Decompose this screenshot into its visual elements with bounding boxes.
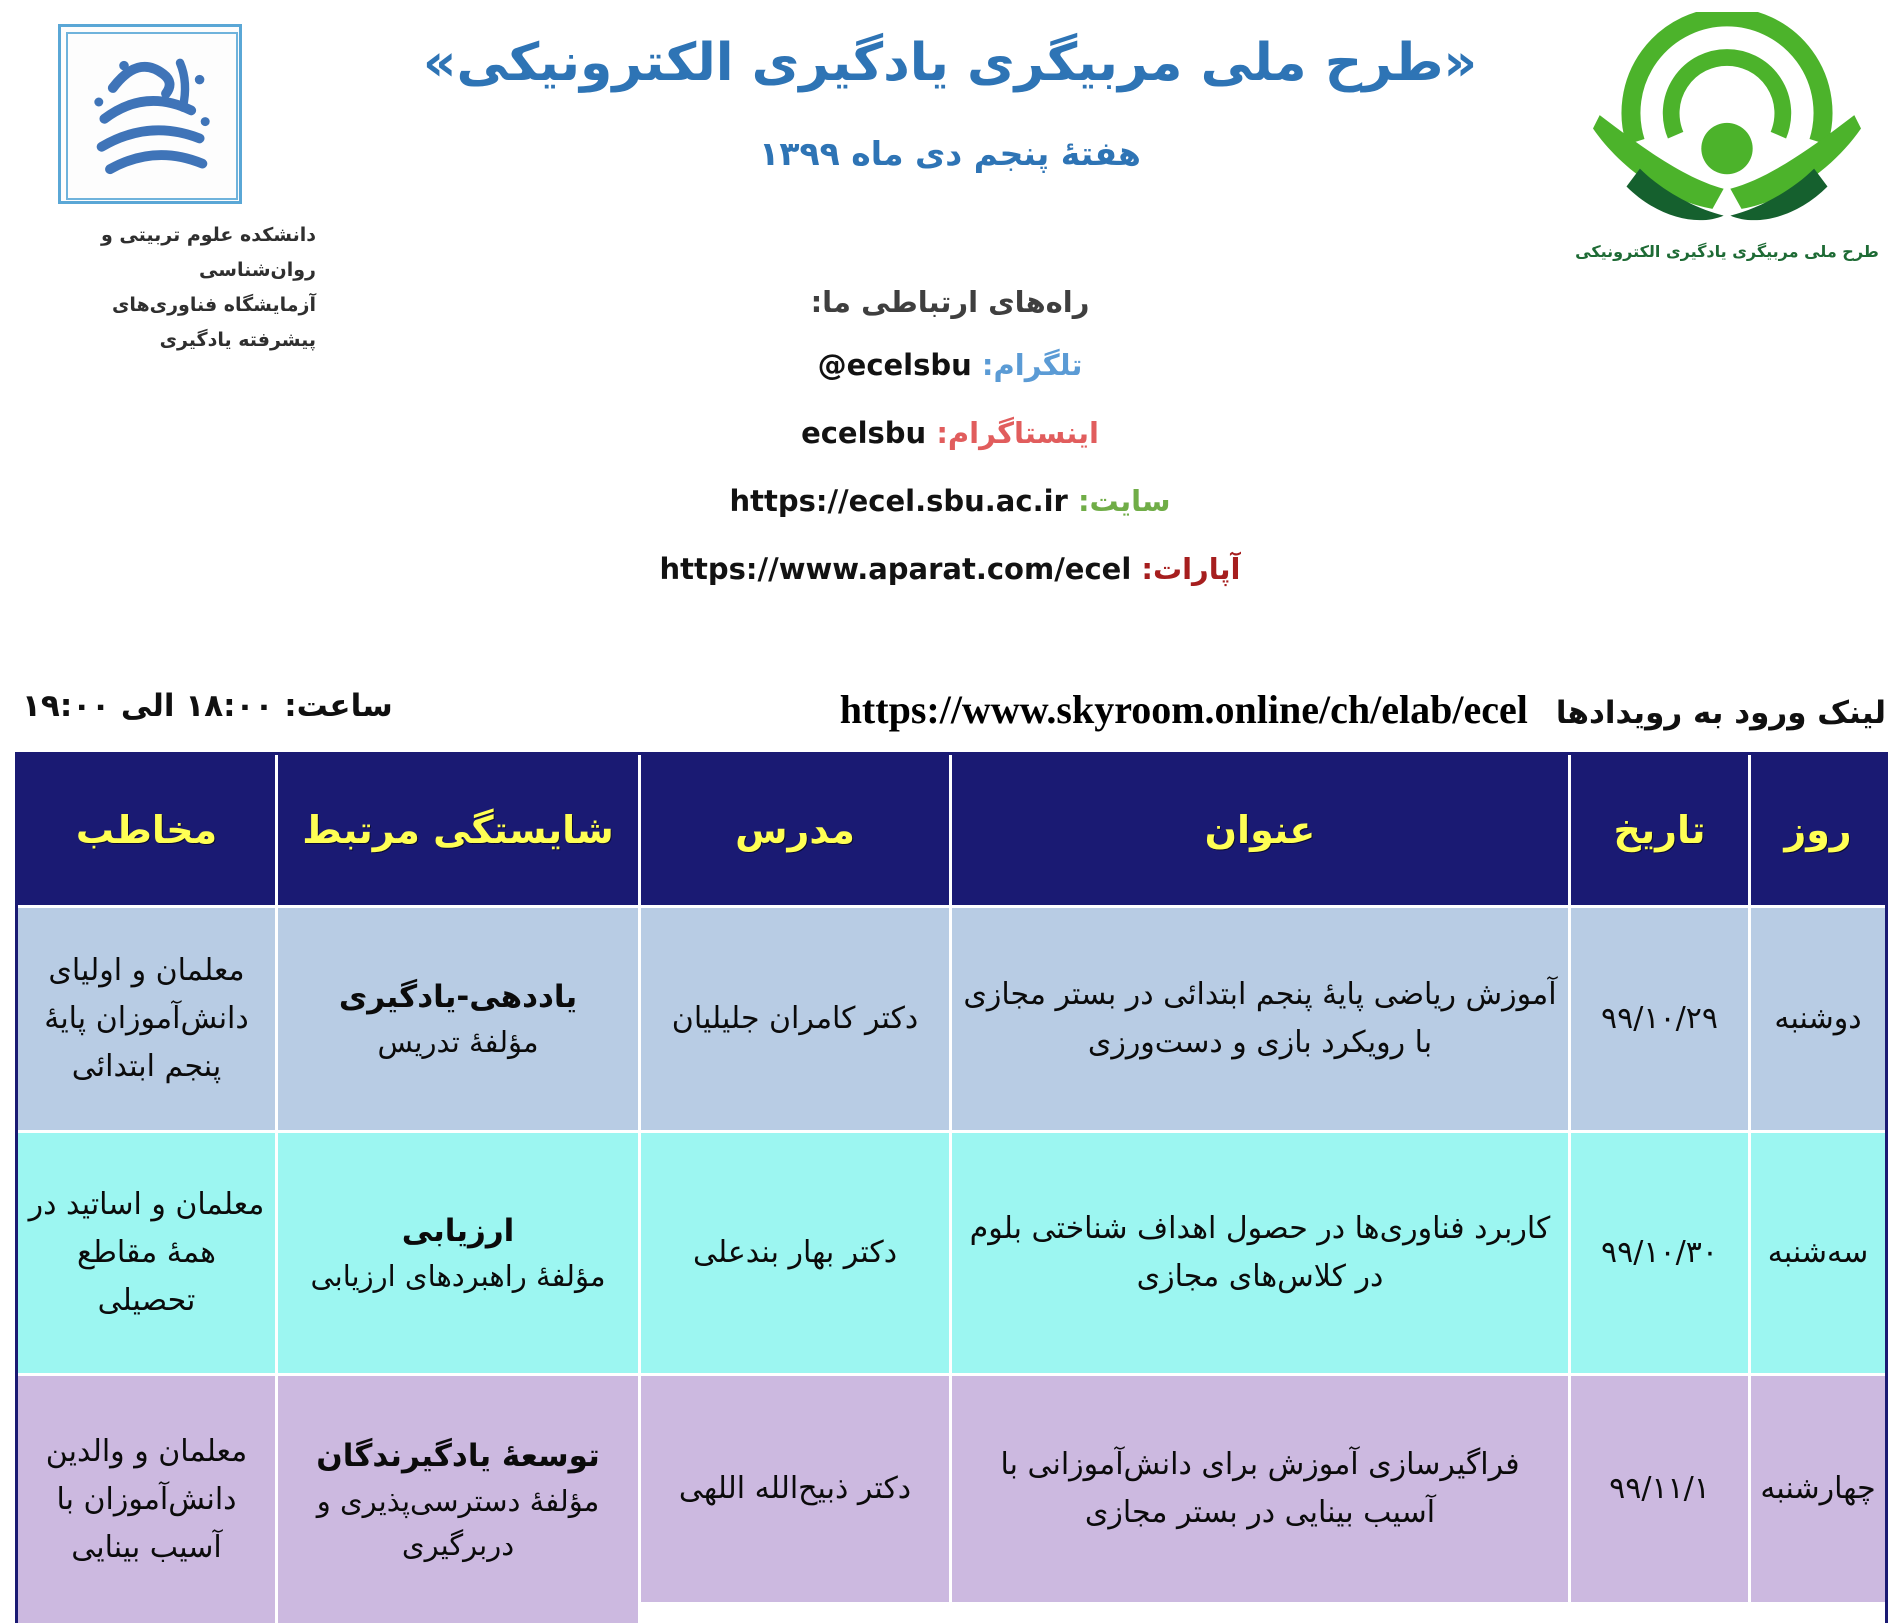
table-row-1-instructor: دکتر کامران جلیلیان	[641, 908, 949, 1130]
aparat-url[interactable]: https://www.aparat.com/ecel	[659, 552, 1132, 586]
table-row-1-audience: معلمان و اولیای دانش‌آموزان پایهٔ پنجم ابتدائی	[18, 908, 275, 1130]
faculty-name: دانشکده علوم تربیتی و روان‌شناسی	[100, 224, 316, 281]
header-day: روز	[1751, 755, 1885, 905]
table-row-3-title: فراگیرسازی آموزش برای دانش‌آموزانی با آسیب بینایی در بستر مجازی	[952, 1376, 1568, 1602]
session-time: ساعت: ۱۸:۰۰ الی ۱۹:۰۰	[22, 688, 393, 724]
ecel-brand	[1572, 12, 1882, 261]
aparat-line	[310, 547, 1590, 591]
header-competency: شایستگی مرتبط	[278, 755, 638, 905]
sbu-logo-frame	[66, 32, 238, 200]
telegram-line	[310, 343, 1590, 387]
ecel-logo-icon	[1593, 12, 1861, 236]
header-date: تاریخ	[1571, 755, 1748, 905]
university-brand	[30, 24, 330, 358]
table-row-1-competency: یاددهی-یادگیری مؤلفهٔ تدریس	[278, 908, 638, 1130]
events-link-url[interactable]: https://www.skyroom.online/ch/elab/ecel	[839, 687, 1528, 732]
table-row-3-day: چهارشنبه	[1751, 1376, 1885, 1602]
table-row-1-title: آموزش ریاضی پایهٔ پنجم ابتدائی در بستر مجازی با رویکرد بازی و دست‌ورزی	[952, 908, 1568, 1130]
table-row-2-date: ۹۹/۱۰/۳۰	[1571, 1133, 1748, 1373]
table-row-3-instructor: دکتر ذبیح‌الله اللهی	[641, 1376, 949, 1602]
instagram-handle[interactable]: ecelsbu	[801, 416, 927, 450]
sbu-calligraphy-icon	[82, 46, 222, 186]
header-instructor: مدرس	[641, 755, 949, 905]
table-row-1-day: دوشنبه	[1751, 908, 1885, 1130]
website-label: سایت:	[1077, 484, 1171, 518]
aparat-label: آپارات:	[1141, 552, 1241, 586]
events-link-row	[0, 686, 1900, 744]
telegram-handle[interactable]: @ecelsbu	[817, 348, 972, 382]
table-row-2-instructor: دکتر بهار بندعلی	[641, 1133, 949, 1373]
sbu-logo	[58, 24, 242, 204]
events-link	[840, 686, 1886, 733]
header-audience: مخاطب	[18, 755, 275, 905]
table-row-3-date: ۹۹/۱۱/۱	[1571, 1376, 1748, 1602]
contact-heading: راه‌های ارتباطی ما:	[810, 285, 1090, 319]
page-title: «طرح ملی مربیگری یادگیری الکترونیکی»	[422, 33, 1478, 93]
table-row-2-competency: ارزیابی مؤلفهٔ راهبردهای ارزیابی	[278, 1133, 638, 1373]
schedule-table	[15, 752, 1888, 1623]
table-row-1-date: ۹۹/۱۰/۲۹	[1571, 908, 1748, 1130]
events-link-label: لینک ورود به رویدادها	[1555, 695, 1886, 731]
table-row-3-audience: معلمان و والدین دانش‌آموزان با آسیب بینایی	[18, 1376, 275, 1623]
table-row-2-day: سه‌شنبه	[1751, 1133, 1885, 1373]
website-url[interactable]: https://ecel.sbu.ac.ir	[729, 484, 1068, 518]
instagram-line	[310, 411, 1590, 455]
header-title: عنوان	[952, 755, 1568, 905]
website-line	[310, 479, 1590, 523]
instagram-label: اینستاگرام:	[936, 416, 1099, 450]
ecel-logo-caption: طرح ملی مربیگری یادگیری الکترونیکی	[1575, 242, 1879, 261]
page-subtitle: هفتهٔ پنجم دی ماه ۱۳۹۹	[759, 134, 1141, 173]
heading-block	[310, 28, 1590, 591]
table-row-2-title: کاربرد فناوری‌ها در حصول اهداف شناختی بلوم در کلاس‌های مجازی	[952, 1133, 1568, 1373]
telegram-label: تلگرام:	[981, 348, 1083, 382]
lab-name: آزمایشگاه فناوری‌های پیشرفته یادگیری	[111, 294, 316, 351]
table-row-3-competency: توسعهٔ یادگیرندگان مؤلفهٔ دسترسی‌پذیری و دربرگیری	[278, 1376, 638, 1623]
table-row-2-audience: معلمان و اساتید در همهٔ مقاطع تحصیلی	[18, 1133, 275, 1373]
